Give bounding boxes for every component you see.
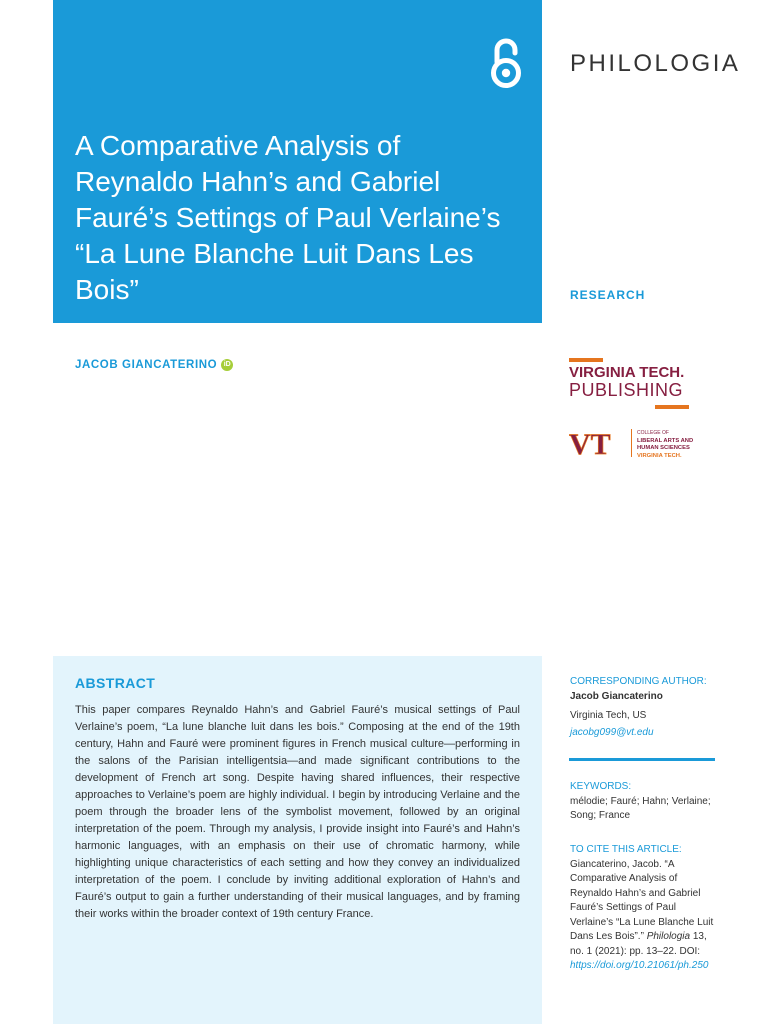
citation-label: TO CITE THIS ARTICLE:: [570, 844, 682, 855]
logo-bar-bottom: [655, 405, 689, 409]
vt-college-logo: [569, 426, 699, 460]
corresponding-author-label: CORRESPONDING AUTHOR:: [570, 676, 707, 687]
corresponding-author-name: Jacob Giancaterino: [570, 690, 663, 702]
article-type: RESEARCH: [570, 288, 646, 302]
sidebar-divider: [569, 758, 715, 761]
author-line: [75, 359, 233, 371]
college-line-4: VIRGINIA TECH.: [637, 452, 682, 459]
vt-monogram-text: VT: [569, 428, 611, 458]
vtp-logo-line2: PUBLISHING: [569, 380, 684, 400]
citation-text-part2: 13, no. 1 (2021): pp. 13–22. DOI:: [570, 931, 707, 957]
college-line-3: HUMAN SCIENCES: [637, 445, 690, 451]
logo-bar-top: [569, 358, 603, 362]
vt-monogram-logo: [569, 428, 629, 458]
author-affiliation: Virginia Tech, US: [570, 710, 647, 721]
journal-name: PHILOLOGIA: [570, 50, 741, 77]
abstract-heading: ABSTRACT: [75, 675, 156, 691]
author-name[interactable]: JACOB GIANCATERINO: [75, 359, 218, 371]
keywords-text: mélodie; Fauré; Hahn; Verlaine; Song; France: [570, 795, 711, 821]
vtp-logo-line1: VIRGINIA TECH.: [569, 364, 685, 381]
corresponding-author-block: [570, 675, 720, 740]
keywords-label: KEYWORDS:: [570, 781, 632, 792]
citation-block: [570, 843, 720, 974]
logo-divider: [631, 429, 632, 457]
author-email-link[interactable]: jacobg099@vt.edu: [570, 726, 654, 738]
abstract-text: This paper compares Reynaldo Hahn’s and Gabriel Fauré’s musical settings of Paul Verlaine’s poem, “La lune blanche luit dans les bois.” Composing at the end of the 19th century, Hahn and Fauré were prominent figures in French musical culture—performing in the salons of the Parisian intelligentsia—and made significant contributions to the development of French art song. Despite having shared influences, their respective approaches to Verlaine’s poem are highly individual. I begin by introducing Verlaine and the poem through the broader lens of the symbolist movement, followed by an original interpretation of the poem. Through my analysis, I provide insight into Fauré’s and Hahn’s harmonic languages, with an emphasis on their use of chromatic harmony, while highlighting unique characteristics of each setting and how they convey an individualized interpretation of the poem. I conclude by inviting additional exploration of Hahn’s and Fauré’s output to gain a further understanding of their musical languages, and by framing their works within the broader context of 19th century France.: [75, 704, 520, 920]
doi-link[interactable]: https://doi.org/10.21061/ph.250: [570, 960, 709, 971]
article-title: A Comparative Analysis of Reynaldo Hahn’s and Gabriel Fauré’s Settings of Paul Verlaine’s “La Lune Blanche Luit Dans Les Bois”: [75, 130, 501, 305]
orcid-icon[interactable]: iD: [221, 359, 233, 371]
virginia-tech-publishing-logo: [569, 358, 693, 408]
college-line-2: LIBERAL ARTS AND: [637, 437, 694, 444]
citation-text-part1: Giancaterino, Jacob. “A Comparative Analysis of Reynaldo Hahn’s and Gabriel Fauré’s Settings of Paul Verlaine’s “La Lune Blanche Luit Dans Les Bois”.”: [570, 858, 714, 942]
open-access-icon: [487, 34, 525, 90]
college-name: [637, 430, 693, 460]
college-line-1: COLLEGE OF: [637, 430, 669, 436]
citation-journal: Philologia: [646, 931, 691, 942]
keywords-block: [570, 780, 720, 824]
citation-text: [570, 858, 720, 974]
